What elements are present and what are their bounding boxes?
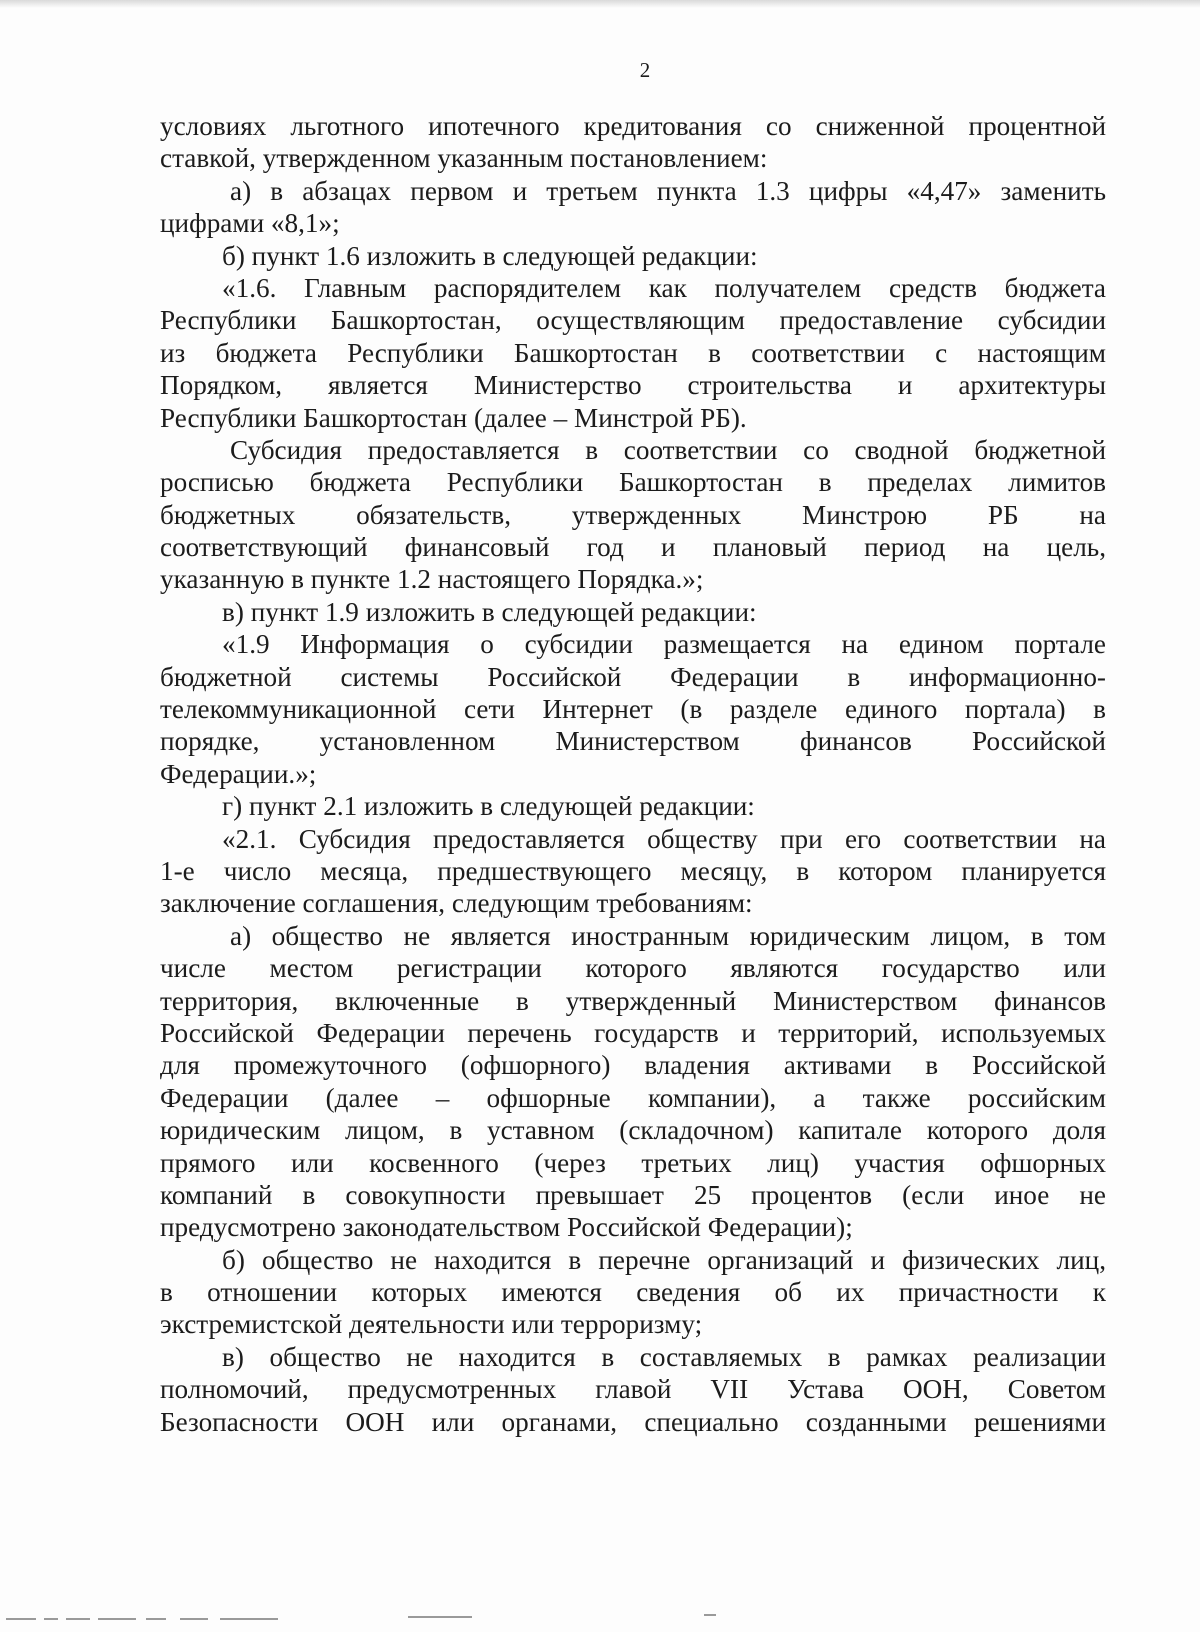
text-line: б) пункт 1.6 изложить в следующей редакции: — [222, 240, 758, 271]
text-line: бюджетных обязательств, утвержденных Минстрою РБ на — [160, 499, 1106, 530]
text-line: полномочий, предусмотренных главой VII Устава ООН, Советом — [160, 1374, 1106, 1405]
text-line: порядке, установленном Министерством финансов Российской — [160, 726, 1106, 757]
text-line: Федерации.»; — [160, 758, 317, 789]
text-line: прямого или косвенного (через третьих лиц) участия офшорных — [160, 1147, 1106, 1178]
scan-bottom-marks — [0, 1614, 1200, 1624]
text-line: в) пункт 1.9 изложить в следующей редакции: — [222, 596, 757, 627]
scan-top-edge — [0, 0, 1200, 8]
text-line: Республики Башкортостан, осуществляющим предоставление субсидии — [160, 305, 1106, 336]
text-line: телекоммуникационной сети Интернет (в разделе единого портала) в — [160, 694, 1106, 725]
text-line: в отношении которых имеются сведения об их причастности к — [160, 1277, 1106, 1308]
text-line: Безопасности ООН или органами, специально созданными решениями — [160, 1406, 1106, 1437]
text-line: в) общество не находится в составляемых в рамках реализации — [222, 1341, 1106, 1372]
text-line: числе местом регистрации которого являются государство или — [160, 953, 1106, 984]
text-line: указанную в пункте 1.2 настоящего Порядка.»; — [160, 564, 704, 595]
text-line: условиях льготного ипотечного кредитования со сниженной процентной — [160, 111, 1106, 141]
text-line: Республики Башкортостан (далее – Минстрой РБ). — [160, 402, 747, 433]
text-line: компаний в совокупности превышает 25 процентов (если иное не — [160, 1179, 1106, 1210]
text-line: «2.1. Субсидия предоставляется обществу при его соответствии на — [222, 823, 1106, 854]
text-line: ставкой, утвержденном указанным постановлением: — [160, 143, 768, 174]
text-line: б) общество не находится в перечне организаций и физических лиц, — [222, 1244, 1106, 1275]
text-line: для промежуточного (офшорного) владения активами в Российской — [160, 1050, 1106, 1081]
text-line: «1.6. Главным распорядителем как получателем средств бюджета — [222, 272, 1106, 303]
text-line: а) в абзацах первом и третьем пункта 1.3 цифры «4,47» заменить — [230, 175, 1106, 206]
text-line: соответствующий финансовый год и плановый период на цель, — [160, 532, 1106, 563]
text-line: цифрами «8,1»; — [160, 208, 340, 239]
text-line: 1-е число месяца, предшествующего месяцу, в котором планируется — [160, 855, 1106, 886]
document-body — [160, 110, 1106, 1438]
text-line: Российской Федерации перечень государств и территорий, используемых — [160, 1017, 1106, 1048]
text-line: бюджетной системы Российской Федерации в информационно- — [160, 661, 1106, 692]
text-line: Субсидия предоставляется в соответствии со сводной бюджетной — [230, 434, 1106, 465]
text-line: г) пункт 2.1 изложить в следующей редакции: — [222, 791, 755, 822]
text-line: заключение соглашения, следующим требованиям: — [160, 888, 753, 919]
text-line: предусмотрено законодательством Российской Федерации); — [160, 1212, 853, 1243]
text-line: территория, включенные в утвержденный Министерством финансов — [160, 985, 1106, 1016]
page-number: 2 — [639, 58, 651, 82]
text-line: юридическим лицом, в уставном (складочном) капитале которого доля — [160, 1115, 1106, 1146]
text-line: Порядком, является Министерство строительства и архитектуры — [160, 370, 1106, 401]
text-line: а) общество не является иностранным юридическим лицом, в том — [230, 920, 1106, 951]
text-line: Федерации (далее – офшорные компании), а также российским — [160, 1082, 1106, 1113]
text-line: «1.9 Информация о субсидии размещается на едином портале — [222, 629, 1106, 660]
text-line: экстремистской деятельности или терроризму; — [160, 1309, 703, 1340]
text-line: из бюджета Республики Башкортостан в соответствии с настоящим — [160, 337, 1106, 368]
text-line: росписью бюджета Республики Башкортостан в пределах лимитов — [160, 467, 1106, 498]
